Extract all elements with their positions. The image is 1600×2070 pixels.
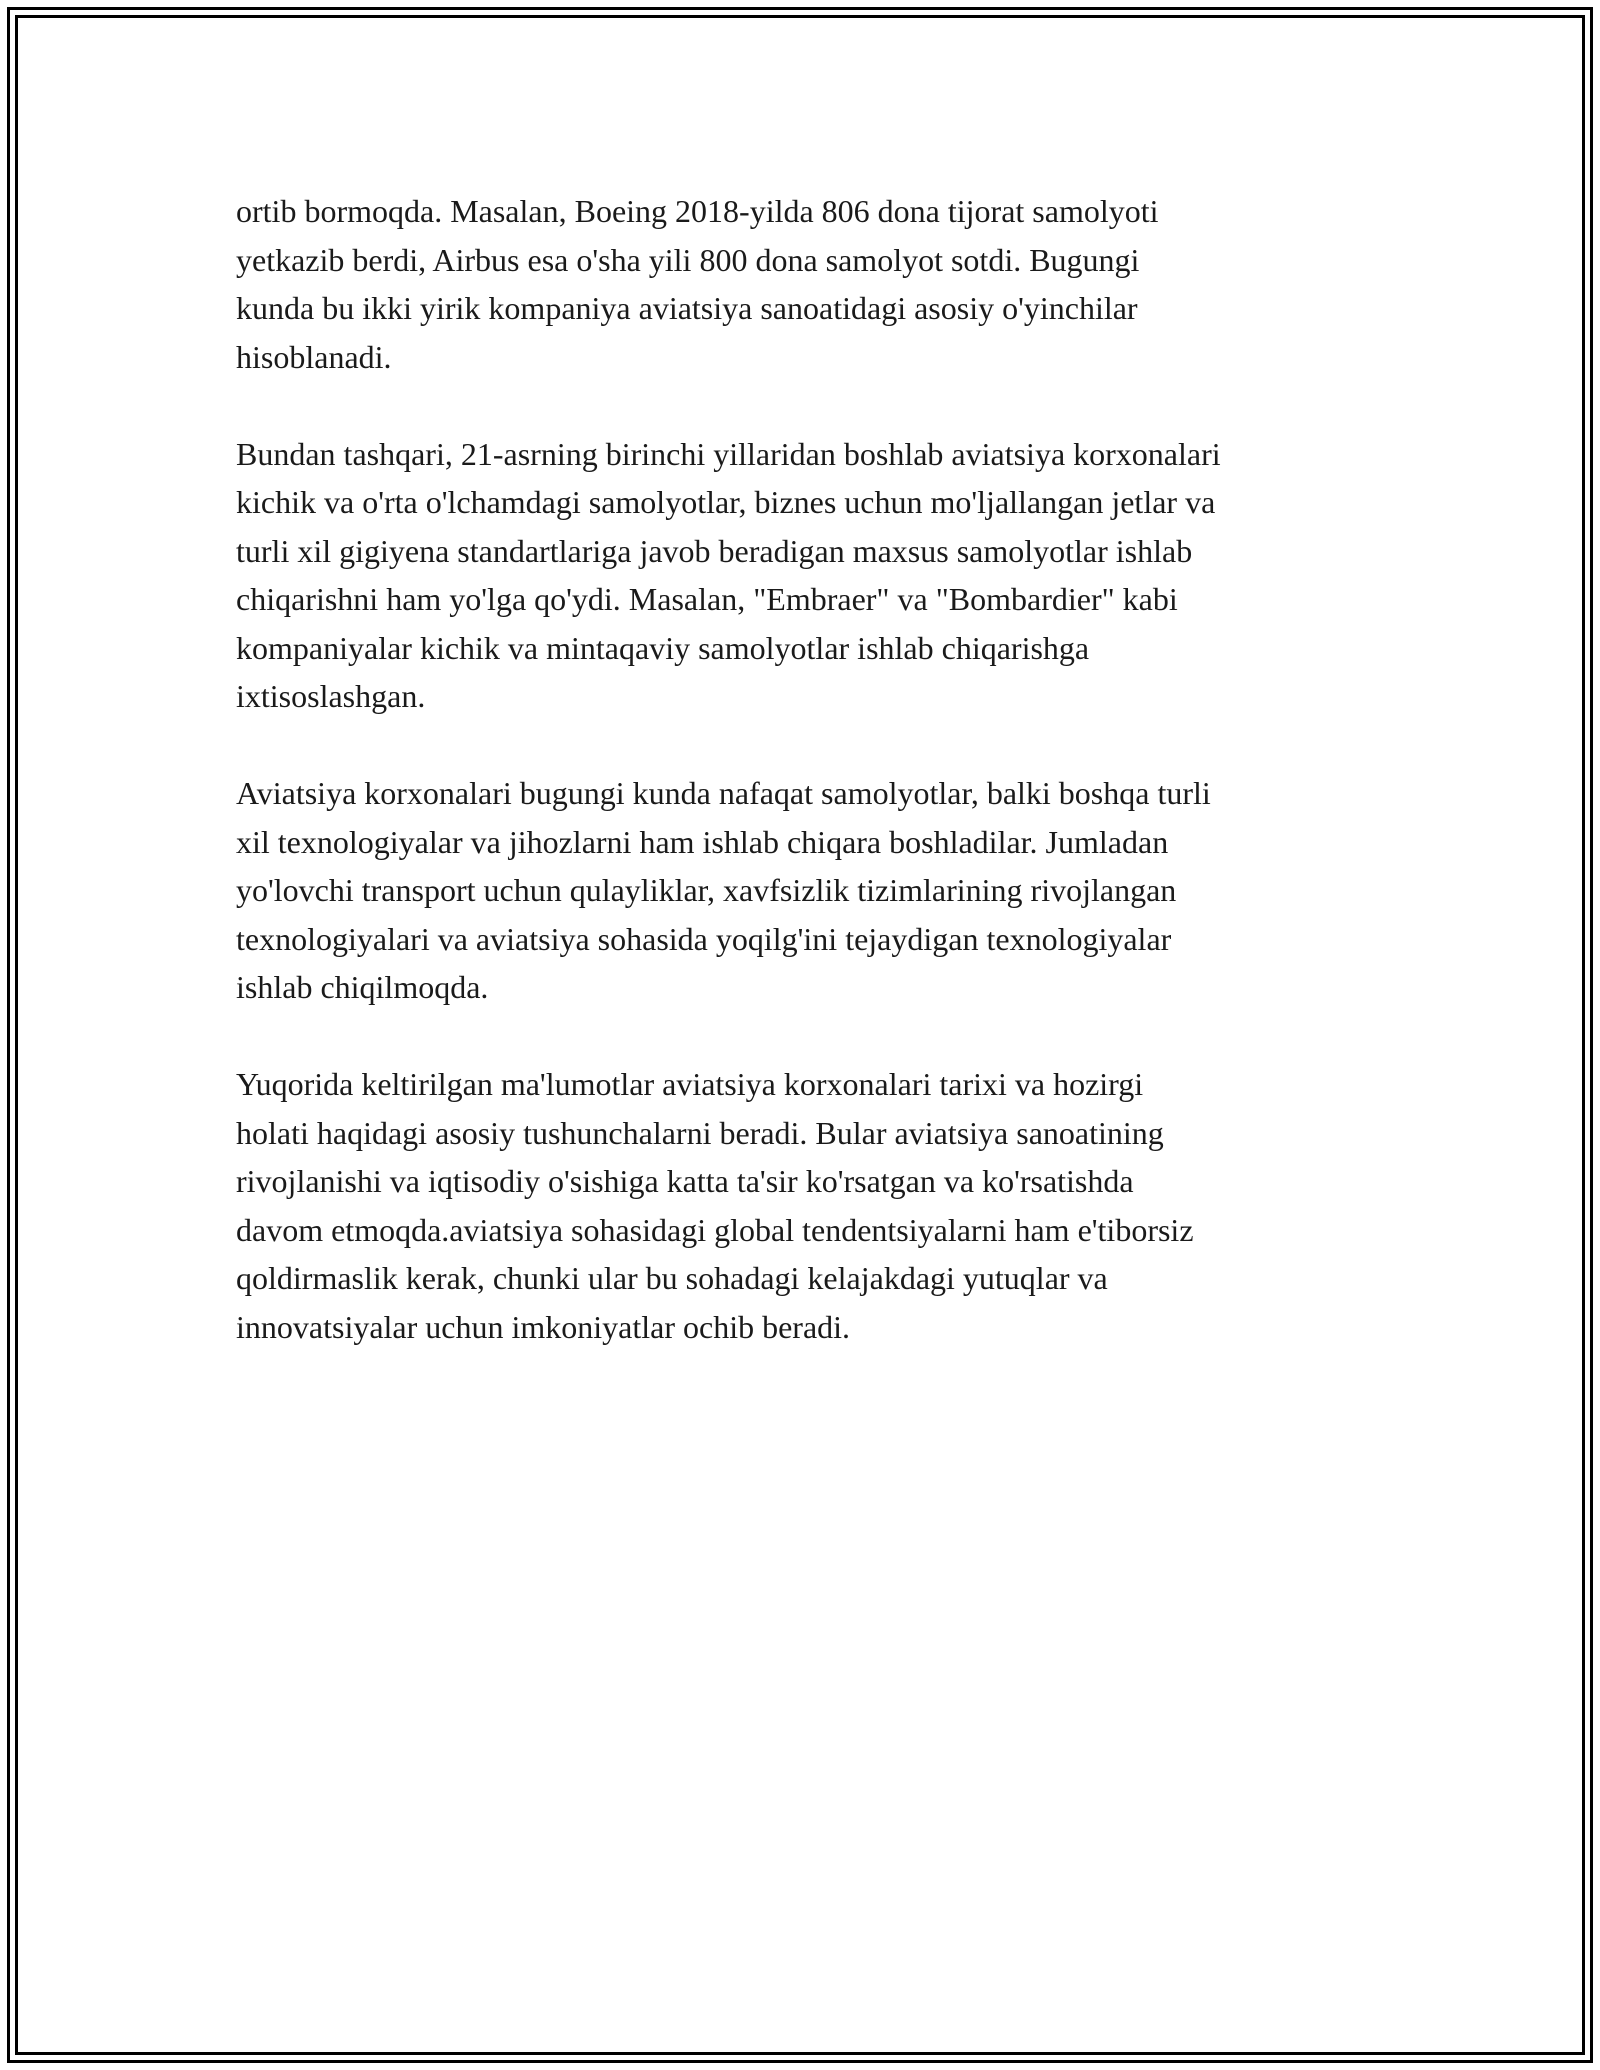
paragraph-4: Yuqorida keltirilgan ma'lumotlar aviatsiya korxonalari tarixi va hozirgi holati haqidagi asosiy tushunchalarni beradi. Bular aviatsiya sanoatining rivojlanishi va iqtisodiy o'sishiga katta ta'sir ko'rsatgan va ko'rsatishda davom etmoqda.aviatsiya sohasidagi global tendentsiyalarni ham e'tiborsiz qoldirmaslik kerak, chunki ular bu sohadagi kelajakdagi yutuqlar va innovatsiyalar uchun imkoniyatlar ochib beradi. <box>236 1066 1194 1345</box>
document-body <box>236 187 1376 1351</box>
paragraph-3: Aviatsiya korxonalari bugungi kunda nafaqat samolyotlar, balki boshqa turli xil texnologiyalar va jihozlarni ham ishlab chiqara boshladilar. Jumladan yo'lovchi transport uchun qulayliklar, xavfsizlik tizimlarining rivojlangan texnologiyalari va aviatsiya sohasida yoqilg'ini tejaydigan texnologiyalar ishlab chiqilmoqda. <box>236 775 1211 1005</box>
paragraph-1: ortib bormoqda. Masalan, Boeing 2018-yilda 806 dona tijorat samolyoti yetkazib berdi, Airbus esa o'sha yili 800 dona samolyot sotdi. Bugungi kunda bu ikki yirik kompaniya aviatsiya sanoatidagi asosiy o'yinchilar hisoblanadi. <box>236 193 1159 375</box>
paragraph-2: Bundan tashqari, 21-asrning birinchi yillaridan boshlab aviatsiya korxonalari kichik va o'rta o'lchamdagi samolyotlar, biznes uchun mo'ljallangan jetlar va turli xil gigiyena standartlariga javob beradigan maxsus samolyotlar ishlab chiqarishni ham yo'lga qo'ydi. Masalan, "Embraer" va "Bombardier" kabi kompaniyalar kichik va mintaqaviy samolyotlar ishlab chiqarishga ixtisoslashgan. <box>236 435 1221 714</box>
